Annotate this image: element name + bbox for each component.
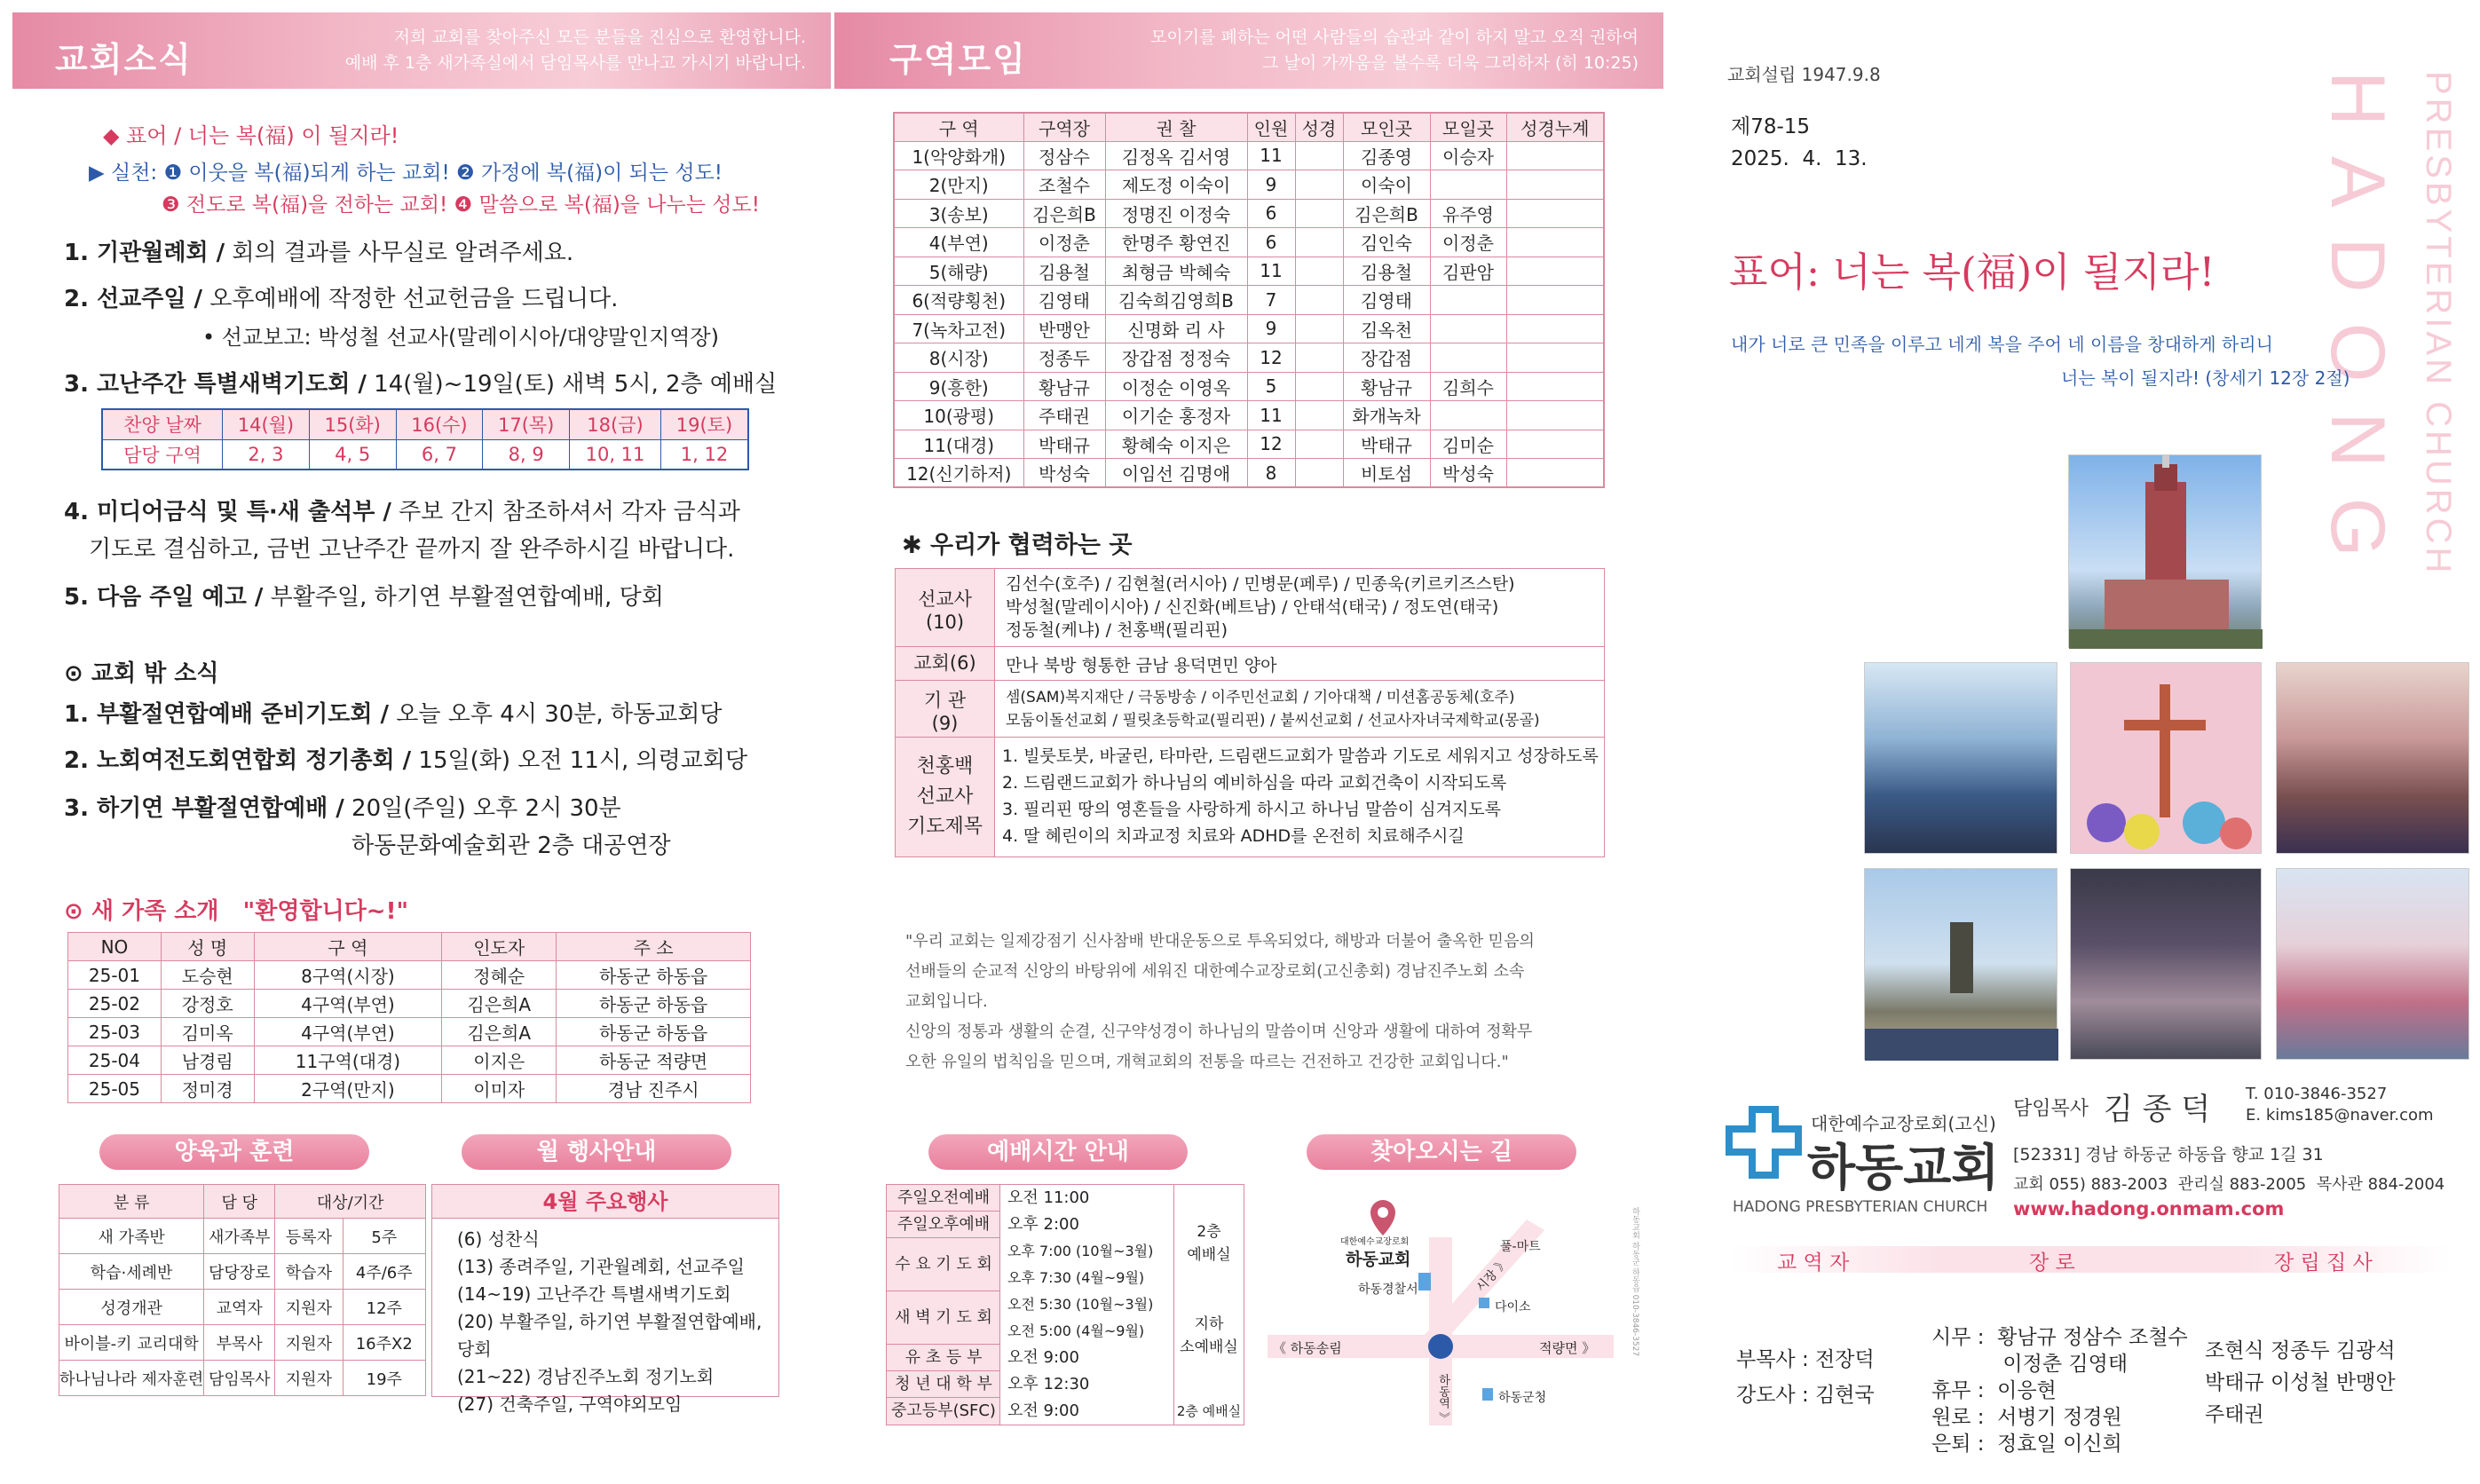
district-header-title: 구역모임 xyxy=(889,40,1027,79)
directions-button[interactable]: 찾아오시는 길 xyxy=(1307,1134,1576,1170)
worship-room-3: 2층 예배실 xyxy=(1176,1403,1242,1419)
table-row: 25-01 도승현 8구역(시장) 정혜순 하동군 하동읍 xyxy=(68,961,751,990)
map-sijang-label: 시장 》 xyxy=(1473,1255,1512,1295)
vertical-presbyterian: PRESBYTERIAN CHURCH xyxy=(2419,71,2458,577)
event-item: (13) 종려주일, 기관월례회, 선교주일 xyxy=(457,1256,746,1277)
church-website[interactable]: www.hadong.onmam.com xyxy=(2013,1198,2285,1220)
prayer-schedule-table xyxy=(101,408,749,470)
new-family-title: ⊙ 새 가족 소개 "환영합니다~!" xyxy=(64,898,408,925)
worship-name: 주일오후예배 xyxy=(887,1212,1000,1238)
event-item: (6) 성찬식 xyxy=(457,1228,540,1250)
church-phones: 교회 055) 883-2003 관리실 883-2005 목사관 884-2004 xyxy=(2013,1175,2445,1194)
worship-hall-photo xyxy=(1864,662,2057,854)
pastor-name: 김 종 덕 xyxy=(2104,1092,2211,1127)
worship-time: 오후 7:00 (10월~3월) xyxy=(1007,1243,1154,1259)
district-header-sub2: 그 날이 가까움을 볼수록 더욱 그리하자 (히 10:25) xyxy=(1262,53,1639,73)
worship-times-button[interactable]: 예배시간 안내 xyxy=(928,1134,1188,1170)
map-church-label: 하동교회 xyxy=(1346,1250,1411,1269)
partners-row-missionary xyxy=(896,569,1604,647)
map-daiso-label: 다이소 xyxy=(1495,1300,1531,1314)
prayer-row-date: 찬양 날짜 14(월) 15(화) 16(수) 17(목) 18(금) 19(토) xyxy=(102,409,748,439)
new-family-table: NO 성 명 구 역 인도자 주 소 25-01 도승현 8구역(시장) 정혜순 하동군 하동읍 25-02 강정호 4구역(부연) 김은희A 하동군 하동읍 25-03 김미옥 4구역(부연) 김은희A 하동군 하동읍 25-04 남경림 11구역(대경) 이지은 하동군 적량면 25-05 정미경 2구역(만지) 이미자 경남 진주시 xyxy=(67,932,751,1103)
church-statement: "우리 교회는 일제강점기 신사참배 반대운동으로 투옥되었다, 해방과 더불어 출옥한 믿음의 선배들의 순교적 신앙의 바탕위에 세워진 대한예수교장로회(고신총회) 경남진주노회 소속 교회입니다. 신앙의 정통과 생활의 순결, 신구약성경이 하나님의 말씀이며 신앙과 생활에 대하여 정확무 오한 유일의 법칙임을 믿으며, 개혁교회의 전통을 따르는 건전하고 건강한 교회입니다." xyxy=(905,932,1535,1071)
table-row: 25-04 남경림 11구역(대경) 이지은 하동군 적량면 xyxy=(68,1046,751,1075)
worship-time: 오전 5:00 (4월~9월) xyxy=(1007,1322,1145,1339)
partners-line: 만나 북방 형통한 금남 용덕면민 양아 xyxy=(1006,656,1277,675)
worship-table xyxy=(886,1184,1244,1425)
church-logo-icon xyxy=(1726,1106,1802,1177)
staff-header-ministers: 교 역 자 xyxy=(1777,1251,1850,1275)
news-item-2-sub: • 선교보고: 박성철 선교사(말레이시아/대양말인지역장) xyxy=(202,325,719,350)
practice-line-2: ❸ 전도로 복(福)을 전하는 교회! ❹ 말씀으로 복(福)을 나누는 성도! xyxy=(162,193,760,217)
partners-row-church xyxy=(896,647,1604,681)
news-header xyxy=(12,12,831,89)
staff-header-deacons: 장 립 집 사 xyxy=(2274,1251,2373,1275)
map-songrim-label: 《 하동송림 xyxy=(1273,1340,1342,1356)
partners-line: 박성철(말레이시아) / 신진화(베트남) / 안태석(태국) / 정도연(태국) xyxy=(1006,597,1499,617)
worship-time: 오전 11:00 xyxy=(1007,1188,1090,1207)
church-name-en: HADONG PRESBYTERIAN CHURCH xyxy=(1733,1198,1988,1216)
table-row: 성경개관 교역자 지원자 12주 xyxy=(59,1290,426,1325)
map-church-small: 대한예수교장로회 xyxy=(1340,1237,1410,1247)
worship-time: 오후 2:00 xyxy=(1007,1215,1079,1234)
cover-verse-1: 내가 너로 큰 민족을 이루고 네게 복을 주어 네 이름을 창대하게 하리니 xyxy=(1731,334,2273,355)
partners-line: 2. 드림랜드교회가 하나님의 예비하심을 따라 교회건축이 시작되도록 xyxy=(1002,773,1507,793)
partners-line: 4. 딸 혜린이의 치과교정 치료와 ADHD를 온전히 치료해주시길 xyxy=(1002,826,1465,846)
outside-news-2: 2. 노회여전도회연합회 정기총회 / 15일(화) 오전 11시, 의령교회당 xyxy=(64,747,748,774)
worship-name: 유 초 등 부 xyxy=(887,1345,1000,1371)
partners-line: 셈(SAM)복지재단 / 극동방송 / 이주민선교회 / 기아대책 / 미션홈공동체(호주) xyxy=(1006,689,1515,706)
training-table: 분 류 담 당 대상/기간 새 가족반 새가족부 등록자 5주 학습·세례반 담당장로 학습자 4주/6주 성경개관 교역자 지원자 12주 바이블-키 교리대학 부목사 지원자 16주X2 하나님나라 제자훈련 담임목사 지원자 19주 xyxy=(59,1184,426,1396)
cover-motto: 표어: 너는 복(福)이 될지라! xyxy=(1729,249,2215,296)
issue-number: 제78-15 xyxy=(1731,115,1811,138)
monthly-events-box xyxy=(431,1184,779,1415)
map-mart-label: 풀-마트 xyxy=(1500,1240,1541,1254)
motto-line: ◆ 표어 / 너는 복(福) 이 될지라! xyxy=(103,123,399,148)
staff-elders: 시무 : 황남규 정삼수 조철수 이정춘 김영태 휴무 : 이응현 원로 : 서병기 정경원 은퇴 : 정효일 이신희 xyxy=(1931,1326,2188,1456)
pastor-email[interactable]: E. kims185@naver.com xyxy=(2246,1106,2434,1125)
church-building-photo xyxy=(2068,454,2262,648)
table-row: 하나님나라 제자훈련 담임목사 지원자 19주 xyxy=(59,1361,426,1396)
district-row: 10(광평) 주태권 이기순 홍정자 11 화개녹차 xyxy=(894,401,1604,430)
partners-label: 천홍백 선교사 기도제목 xyxy=(896,738,995,856)
cover-verse-2: 너는 복이 될지라! (창세기 12장 2절) xyxy=(2061,367,2350,389)
event-item: (20) 부활주일, 하기연 부활절연합예배, 당회 xyxy=(457,1311,762,1360)
church-address: [52331] 경남 하동군 하동읍 향교 1길 31 xyxy=(2013,1145,2324,1164)
worship-name: 주일오전예배 xyxy=(887,1185,1000,1212)
district-row: 9(흥한) 황남규 이정순 이영옥 5 황남규 김희수 xyxy=(894,372,1604,401)
district-row: 11(대경) 박태규 황혜숙 이지은 12 박태규 김미순 xyxy=(894,430,1604,459)
worship-time: 오전 5:30 (10월~3월) xyxy=(1007,1296,1154,1313)
partners-title: ✱ 우리가 협력하는 곳 xyxy=(902,532,1133,559)
news-item-2: 2. 선교주일 / 오후예배에 작정한 선교헌금을 드립니다. xyxy=(64,286,619,312)
partners-row-prayer xyxy=(896,738,1604,856)
news-item-1: 1. 기관월례회 / 회의 결과를 사무실로 알려주세요. xyxy=(64,240,574,266)
outside-news-1: 1. 부활절연합예배 준비기도회 / 오늘 오후 4시 30분, 하동교회당 xyxy=(64,701,723,728)
worship-time: 오전 9:00 xyxy=(1007,1401,1079,1420)
church-name-logo: 하동교회 xyxy=(1807,1140,2000,1197)
kids-photo xyxy=(2276,868,2469,1060)
event-item: (14~19) 고난주간 특별새벽기도회 xyxy=(457,1283,731,1305)
district-header-sub1: 모이기를 폐하는 어떤 사람들의 습관과 같이 하지 말고 오직 권하여 xyxy=(1150,28,1639,47)
table-row: 25-05 정미경 2구역(만지) 이미자 경남 진주시 xyxy=(68,1075,751,1103)
partners-line: 1. 빌룻토붓, 바굴린, 타마란, 드림랜드교회가 말씀과 기도로 세워지고 성장하도록 xyxy=(1002,746,1599,766)
table-row: 새 가족반 새가족부 등록자 5주 xyxy=(59,1219,426,1254)
table-row: 25-03 김미옥 4구역(부연) 김은희A 하동군 하동읍 xyxy=(68,1018,751,1046)
group-photo xyxy=(2276,662,2469,854)
cross-flowers-photo xyxy=(2070,662,2262,854)
worship-time: 오후 12:30 xyxy=(1007,1375,1090,1393)
outside-news-title: ⊙ 교회 밖 소식 xyxy=(64,660,219,687)
table-row: 25-02 강정호 4구역(부연) 김은희A 하동군 하동읍 xyxy=(68,990,751,1018)
district-row: 12(신기하저) 박성숙 이임선 김명애 8 비토섬 박성숙 xyxy=(894,459,1604,488)
news-header-sub2: 예배 후 1층 새가족실에서 담임목사를 만나고 가시기 바랍니다. xyxy=(344,53,806,73)
district-row: 6(적량횡천) 김영태 김숙희김영희B 7 김영태 xyxy=(894,286,1604,315)
map-county-label: 하동군청 xyxy=(1498,1391,1547,1405)
district-table: 구 역 구역장 권 찰 인원 성경 모인곳 모일곳 성경누계 1(악양화개) 정삼수 김정옥 김서영 11 김종영 이승자 2(만지) 조철수 제도정 이숙이 9 이숙이 3(송보) 김은희B 정명진 이정숙 6 김은희B 유주영 4(부연) 이정춘 한명주 황연진 6 김인숙 이정춘 5(해량) 김용철 최형금 박혜숙 11 김용철 김판암 6(적량횡천) 김영태 김숙희김영희B 7 김영태 7(녹차고전) 반맹안 신명화 리 사 9 김옥천 8(시장) 정종두 장갑점 정정숙 12 장갑점 9(흥한) 황남규 이정순 이영옥 5 황남규 김희수 10(광평) 주태권 이기순 홍정자 11 화개녹차 11(대경) 박태규 황혜숙 이지은 12 박태규 김미순 12(신기하저) 박성숙 이임선 김명애 8 비토섬 박성숙 xyxy=(893,112,1605,488)
news-item-4: 4. 미디어금식 및 특·새 출석부 / 주보 간지 참조하셔서 각자 금식과 xyxy=(64,499,740,525)
district-row: 3(송보) 김은희B 정명진 이정숙 6 김은희B 유주영 xyxy=(894,199,1604,228)
prayer-row-district: 담당 구역 2, 3 4, 5 6, 7 8, 9 10, 11 1, 12 xyxy=(102,439,748,470)
partners-table xyxy=(895,568,1605,857)
baptism-photo xyxy=(2070,868,2262,1060)
district-row: 2(만지) 조철수 제도정 이숙이 9 이숙이 xyxy=(894,170,1604,200)
district-row: 8(시장) 정종두 장갑점 정정숙 12 장갑점 xyxy=(894,343,1604,373)
partners-row-org xyxy=(896,681,1604,738)
practice-line-1: ▶ 실천: ❶ 이웃을 복(福)되게 하는 교회! ❷ 가정에 복(福)이 되는 성도! xyxy=(89,162,723,185)
directions-map[interactable] xyxy=(1260,1184,1623,1425)
table-row: 바이블-키 교리대학 부목사 지원자 16주X2 xyxy=(59,1325,426,1361)
monthly-events-title: 4월 주요행사 xyxy=(432,1185,778,1219)
partners-line: 김선수(호주) / 김현철(러시아) / 민병문(페루) / 민종욱(키르키즈스탄) xyxy=(1006,574,1515,594)
outside-news-3-line2: 하동문화예술회관 2층 대공연장 xyxy=(351,833,671,859)
monthly-events-button[interactable]: 월 행사안내 xyxy=(462,1134,731,1170)
pastor-label: 담임목사 xyxy=(2013,1098,2089,1120)
worship-time: 오전 9:00 xyxy=(1007,1348,1079,1367)
map-jeokryang-label: 적량면 》 xyxy=(1539,1340,1596,1356)
district-header xyxy=(834,12,1663,89)
partners-line: 모둠이돌선교회 / 필릿초등학교(필리핀) / 붙씨선교회 / 선교사자녀국제학교(몽골) xyxy=(1006,712,1540,730)
map-side-text: 하동교회 하동군 하동읍 010-3846-3527 xyxy=(1631,1207,1639,1357)
outside-news-3: 3. 하기연 부활절연합예배 / 20일(주일) 오후 2시 30분 xyxy=(64,795,621,822)
training-button[interactable]: 양육과 훈련 xyxy=(99,1134,369,1170)
denomination-label: 대한예수교장로회(고신) xyxy=(1811,1113,1996,1134)
table-row: 학습·세례반 담당장로 학습자 4주/6주 xyxy=(59,1254,426,1290)
event-item: (27) 건축주일, 구역야외모임 xyxy=(457,1393,683,1415)
partners-label: 선교사 (10) xyxy=(896,569,995,646)
news-item-5: 5. 다음 주일 예고 / 부활주일, 하기연 부활절연합예배, 당회 xyxy=(64,584,664,611)
partners-line: 정동철(케냐) / 천홍백(필리핀) xyxy=(1006,620,1228,640)
worship-name: 새 벽 기 도 회 xyxy=(887,1291,1000,1345)
statue-photo xyxy=(1864,868,2057,1060)
district-row: 1(악양화개) 정삼수 김정옥 김서영 11 김종영 이승자 xyxy=(894,141,1604,170)
issue-date: 2025. 4. 13. xyxy=(1731,147,1868,170)
pastor-tel: T. 010-3846-3527 xyxy=(2246,1085,2388,1103)
district-row: 7(녹차고전) 반맹안 신명화 리 사 9 김옥천 xyxy=(894,314,1604,343)
news-header-title: 교회소식 xyxy=(55,40,193,79)
staff-ministers: 부목사 : 전장덕 강도사 : 김현국 xyxy=(1736,1348,1875,1407)
map-police-label: 하동경찰서 xyxy=(1358,1283,1418,1297)
worship-name: 수 요 기 도 회 xyxy=(887,1238,1000,1291)
news-header-sub1: 저희 교회를 찾아주신 모든 분들을 진심으로 환영합니다. xyxy=(393,28,806,47)
founded-date: 교회설립 1947.9.8 xyxy=(1727,64,1881,85)
partners-line: 3. 필리핀 땅의 영혼들을 사랑하게 하시고 하나님 말씀이 심겨지도록 xyxy=(1002,800,1502,819)
worship-time: 오후 7:30 (4월~9월) xyxy=(1007,1269,1145,1286)
staff-deacons: 조현식 정종두 김광석 박태규 이성철 반맹안 주태권 xyxy=(2205,1339,2396,1426)
worship-room-1: 2층 예배실 xyxy=(1187,1223,1231,1264)
partners-label: 기 관 (9) xyxy=(896,681,995,737)
partners-label: 교회(6) xyxy=(896,647,995,680)
worship-room-2: 지하 소예배실 xyxy=(1180,1315,1238,1356)
staff-header-elders: 장 로 xyxy=(2029,1251,2075,1275)
event-item: (21~22) 경남진주노회 정기노회 xyxy=(457,1366,715,1387)
vertical-hadong: HADONG xyxy=(2315,71,2400,588)
news-item-3: 3. 고난주간 특별새벽기도회 / 14(월)~19일(토) 새벽 5시, 2층 예배실 xyxy=(64,371,778,398)
map-station-label: 하동역 》 xyxy=(1436,1374,1449,1425)
worship-name: 중고등부(SFC) xyxy=(891,1401,996,1420)
district-row: 4(부연) 이정춘 한명주 황연진 6 김인숙 이정춘 xyxy=(894,228,1604,257)
news-item-4-line2: 기도로 결심하고, 금번 고난주간 끝까지 잘 완주하시길 바랍니다. xyxy=(89,536,735,563)
worship-name: 청 년 대 학 부 xyxy=(887,1371,1000,1398)
district-row: 5(해량) 김용철 최형금 박혜숙 11 김용철 김판암 xyxy=(894,257,1604,286)
